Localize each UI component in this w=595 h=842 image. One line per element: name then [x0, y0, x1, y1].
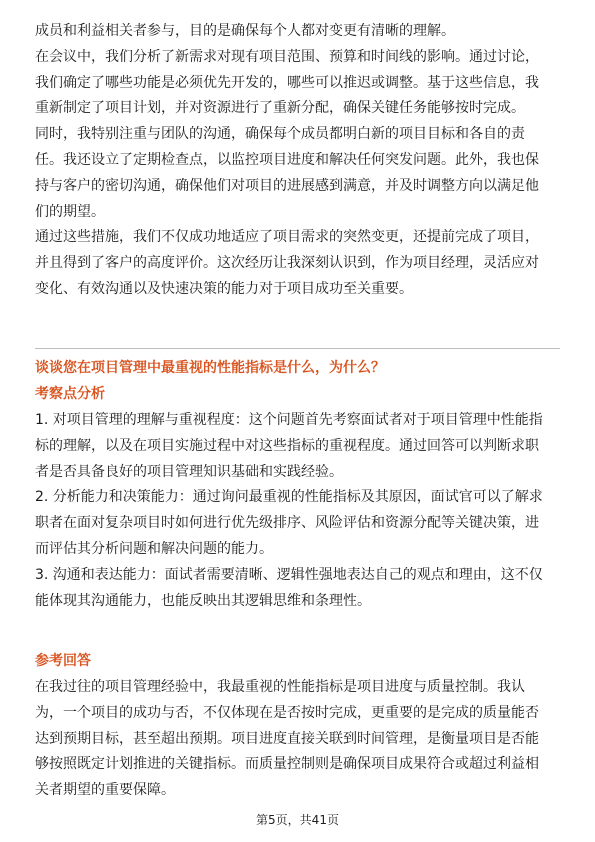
page-number-footer: 第5页，共41页	[256, 813, 339, 827]
intro-line: 我们确定了哪些功能是必须优先开发的，哪些可以推迟或调整。基于这些信息，我	[35, 74, 539, 91]
analysis-line: 2. 分析能力和决策能力：通过询问最重视的性能指标及其原因，面试官可以了解求	[35, 489, 543, 506]
intro-line: 重新制定了项目计划，并对资源进行了重新分配，确保关键任务能够按时完成。	[35, 100, 525, 117]
intro-line: 通过这些措施，我们不仅成功地适应了项目需求的突然变更，还提前完成了项目，	[35, 229, 539, 246]
answer-line: 在我过往的项目管理经验中，我最重视的性能指标是项目进度与质量控制。我认	[35, 679, 525, 695]
answer-line: 达到预期目标，甚至超出预期。项目进度直接关联到时间管理，是衡量项目是否能	[35, 730, 539, 747]
analysis-heading: 考察点分析	[35, 386, 105, 402]
intro-line: 成员和利益相关者参与，目的是确保每个人都对变更有清晰的理解。	[35, 23, 455, 39]
section-divider	[35, 348, 560, 349]
intro-line: 同时，我特别注重与团队的沟通，确保每个成员都明白新的项目目标和各自的责	[35, 126, 525, 143]
intro-line: 变化、有效沟通以及快速决策的能力对于项目成功至关重要。	[35, 280, 413, 297]
question-heading: 谈谈您在项目管理中最重视的性能指标是什么，为什么？	[35, 360, 385, 376]
analysis-section	[35, 408, 562, 614]
intro-line: 在会议中，我们分析了新需求对现有项目范围、预算和时间线的影响。通过讨论，	[35, 48, 539, 65]
analysis-line: 3. 沟通和表达能力：面试者需要清晰、逻辑性强地表达自己的观点和理由，这不仅	[35, 566, 543, 583]
answer-line: 关者期望的重要保障。	[35, 782, 175, 799]
analysis-line: 者是否具备良好的项目管理知识基础和实践经验。	[35, 463, 343, 480]
analysis-line: 而评估其分析问题和解决问题的能力。	[35, 540, 273, 557]
answer-line: 为，一个项目的成功与否，不仅体现在是否按时完成，更重要的是完成的质量能否	[35, 704, 539, 721]
analysis-line: 职者在面对复杂项目时如何进行优先级排序、风险评估和资源分配等关键决策，进	[35, 515, 539, 532]
intro-line: 们的期望。	[35, 203, 105, 220]
answer-line: 够按照既定计划推进的关键指标。而质量控制则是确保项目成果符合或超过利益相	[35, 756, 539, 773]
intro-section	[35, 19, 562, 303]
analysis-line: 1. 对项目管理的理解与重视程度：这个问题首先考察面试者对于项目管理中性能指	[35, 412, 543, 428]
intro-line: 任。我还设立了定期检查点，以监控项目进度和解决任何突发问题。此外，我也保	[35, 151, 539, 168]
intro-line: 并且得到了客户的高度评价。这次经历让我深刻认识到，作为项目经理，灵活应对	[35, 255, 539, 272]
analysis-line: 能体现其沟通能力，也能反映出其逻辑思维和条理性。	[35, 592, 371, 609]
answer-heading: 参考回答	[35, 653, 91, 669]
analysis-line: 标的理解，以及在项目实施过程中对这些指标的重视程度。通过回答可以判断求职	[35, 437, 539, 454]
intro-line: 持与客户的密切沟通，确保他们对项目的进展感到满意，并及时调整方向以满足他	[35, 177, 539, 194]
answer-section	[35, 675, 562, 804]
